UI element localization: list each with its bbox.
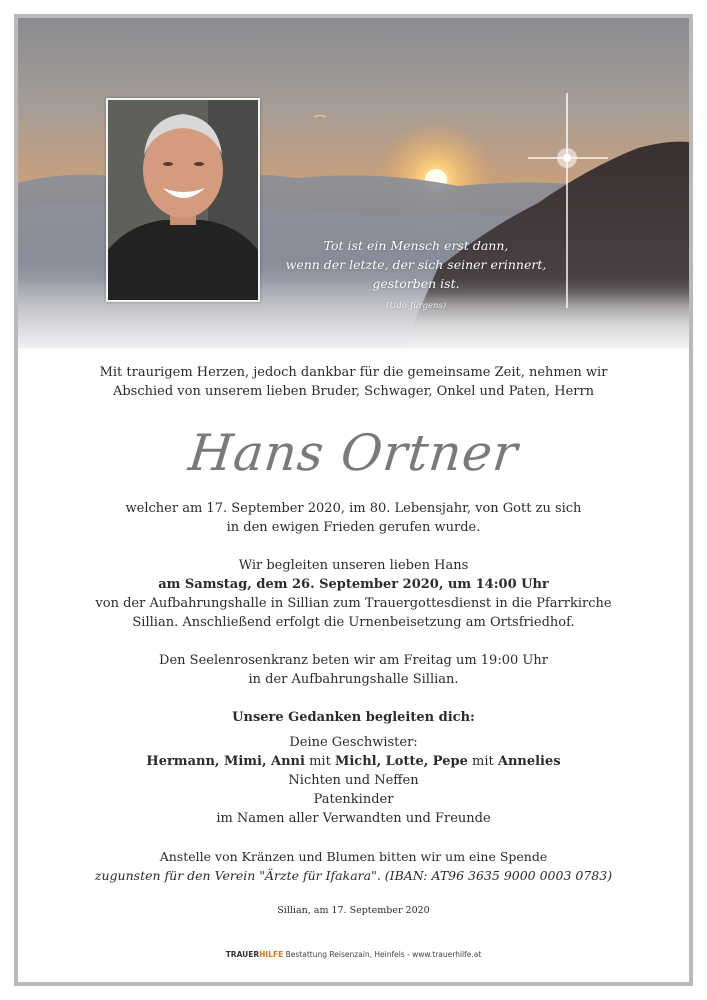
- funeral-home-footer: [18, 950, 689, 959]
- intro-line: Mit traurigem Herzen, jedoch dankbar für die gemeinsame Zeit, nehmen wir: [99, 365, 608, 380]
- funeral-line: Wir begleiten unseren lieben Hans: [238, 558, 469, 573]
- footer-text: Bestattung Reisenzain, Heinfels - www.trauerhilfe.at: [283, 950, 482, 959]
- announcement-body: [18, 363, 689, 918]
- quote-line: Tot ist ein Mensch erst dann,: [323, 238, 509, 253]
- relatives-line: im Namen aller Verwandten und Freunde: [216, 811, 491, 826]
- funeral-line: von der Aufbahrungshalle in Sillian zum Trauergottesdienst in die Pfarrkirche: [95, 596, 612, 611]
- death-line: in den ewigen Frieden gerufen wurde.: [226, 520, 481, 535]
- funeral-date: am Samstag, dem 26. September 2020, um 14:00 Uhr: [158, 577, 549, 592]
- hero-banner: [18, 18, 689, 368]
- donation-request: [18, 847, 689, 885]
- siblings-label: Deine Geschwister:: [289, 735, 418, 750]
- death-line: welcher am 17. September 2020, im 80. Lebensjahr, von Gott zu sich: [125, 501, 582, 516]
- quote-line: wenn der letzte, der sich seiner erinnert,: [285, 257, 547, 272]
- nieces-line: Nichten und Neffen: [288, 773, 419, 788]
- intro-line: Abschied von unserem lieben Bruder, Schwager, Onkel und Paten, Herrn: [112, 384, 595, 399]
- death-notice: [18, 499, 689, 537]
- deceased-name: Hans Ortner: [186, 424, 521, 482]
- quote-line: gestorben ist.: [372, 276, 460, 291]
- intro-text: [18, 363, 689, 401]
- rosary-line: Den Seelenrosenkranz beten wir am Freitag um 19:00 Uhr: [159, 653, 548, 668]
- memorial-quote: [280, 236, 552, 316]
- place-date: Sillian, am 17. September 2020: [277, 905, 430, 916]
- parte-frame: [14, 14, 693, 986]
- godchildren-line: Patenkinder: [313, 792, 394, 807]
- portrait-photo-icon: [106, 98, 260, 302]
- brand-logo-part-b: HILFE: [259, 950, 284, 959]
- siblings-line: Hermann, Mimi, Anni mit Michl, Lotte, Pepe mit Annelies: [146, 754, 561, 769]
- funeral-line: Sillian. Anschließend erfolgt die Urnenbeisetzung am Ortsfriedhof.: [132, 615, 575, 630]
- funeral-details: [18, 556, 689, 632]
- mourners-heading: Unsere Gedanken begleiten dich:: [232, 710, 475, 725]
- rosary-line: in der Aufbahrungshalle Sillian.: [248, 672, 459, 687]
- donation-line: zugunsten für den Verein "Ärzte für Ifakara". (IBAN: AT96 3635 9000 0003 0783): [94, 868, 613, 883]
- mourners-list: [18, 708, 689, 828]
- donation-line: Anstelle von Kränzen und Blumen bitten wir um eine Spende: [159, 849, 548, 864]
- brand-logo-part-a: TRAUER: [225, 950, 260, 959]
- quote-author: (Udo Jürgens): [385, 301, 447, 311]
- rosary-details: [18, 651, 689, 689]
